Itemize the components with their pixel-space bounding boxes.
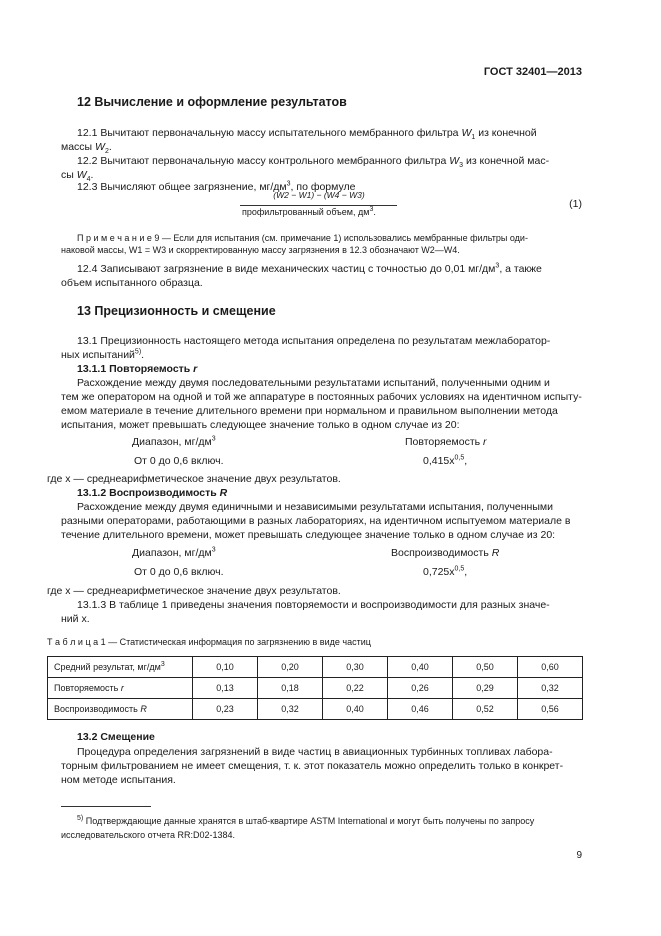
repeatability-range-header: Диапазон, $мг/дм^3$ (132, 435, 216, 448)
where-note-2: где x — среднеарифметическое значение двух результатов. (47, 585, 341, 597)
para-12-3: 12.3 Вычисляют общее загрязнение, $мг/дм^3$, по формуле (77, 180, 356, 193)
para-13-1-2: Расхождение между двумя единичными и независимыми результатами испытания, полученными разными операторами, работающими в разных лабораториях, на идентичном испытуемом материале в течение длительного времени, может превышать следующее значение только в одном случае из 20: (61, 501, 571, 541)
repeatability-range: От 0 до 0,6 включ. (134, 455, 224, 467)
table-cell: 0,32 (258, 699, 323, 720)
para-12-4: 12.4 Записывают загрязнение в виде механических частиц с точностью до 0,01 $мг/дм^3$, а также объем испытанного образца. (61, 262, 542, 289)
table-cell: 0,29 (453, 678, 518, 699)
reproducibility-range-header: Диапазон, $мг/дм^3$ (132, 546, 216, 559)
section-13-title: 13 Прецизионность и смещение (77, 304, 276, 318)
table-cell: 0,40 (323, 699, 388, 720)
formula-fraction-line (240, 205, 397, 206)
repeatability-value-header: Повторяемость r (405, 436, 487, 448)
table-cell: 0,50 (453, 657, 518, 678)
para-13-2: Процедура определения загрязнений в виде частиц в авиационных турбинных топливах лабора- торным фильтрованием не имеет смещения, т. к. этот показатель можно определить только в конкрет- ном методе испытания. (61, 746, 564, 786)
where-note-1: где x — среднеарифметическое значение двух результатов. (47, 473, 341, 485)
subsection-13-2-title: 13.2 Смещение (77, 731, 155, 743)
table-cell: 0,32 (518, 678, 583, 699)
table-cell: 0,60 (518, 657, 583, 678)
table-cell: Повторяемость r (48, 678, 193, 699)
formula-numerator: (W2 − W1) − (W4 − W3) (273, 190, 365, 200)
table-row (48, 678, 583, 699)
document-id: ГОСТ 32401—2013 (483, 66, 582, 78)
para-13-1-3: 13.1.3 В таблице 1 приведены значения повторяемости и воспроизводимости для разных значе- ний x. (61, 599, 550, 625)
table-cell: Средний результат, $мг/дм^3$ (48, 657, 193, 678)
reproducibility-value: $0,725x^{0,5}$, (423, 565, 468, 578)
reproducibility-range: От 0 до 0,6 включ. (134, 566, 224, 578)
table-cell: 0,23 (193, 699, 258, 720)
footnote-separator (61, 806, 151, 807)
formula-number: (1) (569, 198, 582, 210)
table-cell: Воспроизводимость R (48, 699, 193, 720)
footnote-line-2: исследовательского отчета RR:D02-1384. (61, 830, 236, 840)
note-9-line-2: наковой массы, W1 = W3 и скорректированную массу загрязнения в 12.3 обозначают W2—W4. (61, 245, 460, 255)
para-13-1-1: Расхождение между двумя последовательными результатами испытаний, полученными одним и тем же оператором на одной и той же аппаратуре в постоянных рабочих условиях на идентичном испыту- емом материале в течение длительного времени при нормальном и правильном выполнении метода испытания, может превышать следующее значение только в одном случае из 20: (61, 377, 582, 431)
subsection-13-1-1-title: 13.1.1 Повторяемость r (77, 363, 198, 375)
para-12-2: 12.2 Вычитают первоначальную массу контрольного мембранного фильтра $W_3$ из конечной мас- сы $W_4$. (61, 155, 550, 184)
section-12-title: 12 Вычисление и оформление результатов (77, 95, 347, 109)
table-cell: 0,26 (388, 678, 453, 699)
table-row (48, 657, 583, 678)
table-cell: 0,13 (193, 678, 258, 699)
table-cell: 0,30 (323, 657, 388, 678)
page-number: 9 (576, 850, 582, 861)
reproducibility-value-header: Воспроизводимость R (391, 547, 500, 559)
para-13-1: 13.1 Прецизионность настоящего метода испытания определена по результатам межлаборатор- ных испытаний$^{5)}$. (61, 335, 551, 361)
table-caption: Т а б л и ц а 1 — Статистическая информация по загрязнению в виде частиц (47, 637, 371, 647)
table-cell: 0,22 (323, 678, 388, 699)
subsection-13-1-2-title: 13.1.2 Воспроизводимость R (77, 487, 228, 499)
table-cell: 0,20 (258, 657, 323, 678)
table-cell: 0,18 (258, 678, 323, 699)
repeatability-value: $0,415x^{0,5}$, (423, 454, 468, 467)
table-cell: 0,10 (193, 657, 258, 678)
table-cell: 0,40 (388, 657, 453, 678)
table-cell: 0,56 (518, 699, 583, 720)
table-row (48, 699, 583, 720)
note-9-line-1: П р и м е ч а н и е 9 — Если для испытания (см. примечание 1) использовались мембранные фильтры оди- (77, 233, 528, 243)
table-cell: 0,52 (453, 699, 518, 720)
table-cell: 0,46 (388, 699, 453, 720)
formula-denominator: профильтрованный объем, $дм^3$. (242, 206, 376, 217)
statistics-table (47, 656, 583, 720)
para-12-1: 12.1 Вычитают первоначальную массу испытательного мембранного фильтра $W_1$ из конечной массы $W_2$. (61, 127, 537, 156)
footnote-line-1: $^{5)}$ Подтверждающие данные хранятся в штаб-квартире ASTM International и могут быть получены по запросу (77, 815, 535, 826)
